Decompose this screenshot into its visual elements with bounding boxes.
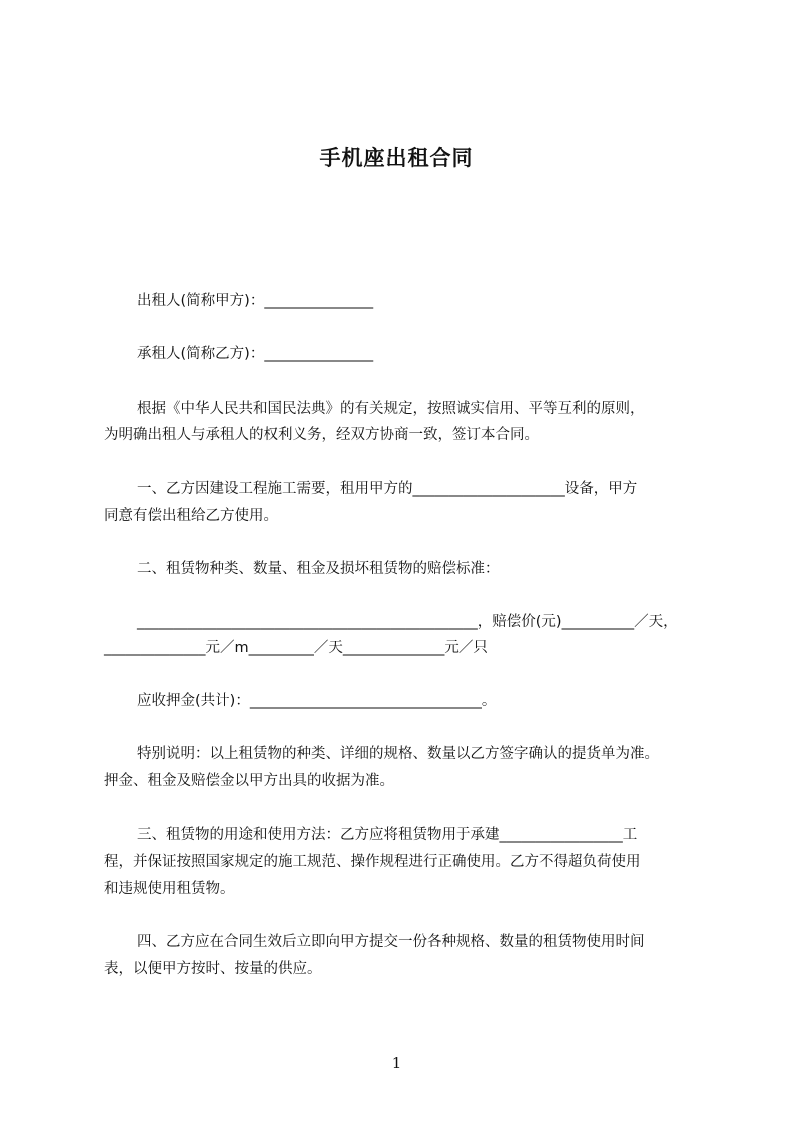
lessee-line: 承租人(简称乙方)：_______________ (137, 346, 374, 362)
clause-1-line-2: 同意有偿出租给乙方使用。 (104, 508, 278, 524)
lessor-line: 出租人(简称甲方)：_______________ (137, 293, 374, 309)
contract-title: 手机座出租合同 (319, 146, 474, 170)
clause-3-line-2: 程，并保证按照国家规定的施工规范、操作规程进行正确使用。乙方不得超负荷使用 (104, 854, 641, 870)
preamble-line-2: 为明确出租人与承租人的权利义务，经双方协商一致，签订本合同。 (104, 427, 539, 443)
clause-3-line-3: 和违规使用租赁物。 (104, 881, 235, 897)
clause-1-line-1: 一、乙方因建设工程施工需要，租用甲方的_____________________设备，甲方 (137, 481, 638, 497)
deposit-line: 应收押金(共计)：________________________________。 (137, 693, 497, 709)
clause-4-line-2: 表，以便甲方按时、按量的供应。 (104, 961, 322, 977)
clause-2-rate-line-1: _______________________________________________，赔偿价(元)__________／天， (137, 614, 678, 630)
clause-3-line-1: 三、租赁物的用途和使用方法：乙方应将租赁物用于承建_________________工 (137, 827, 638, 843)
clause-4-line-1: 四、乙方应在合同生效后立即向甲方提交一份各种规格、数量的租赁物使用时间 (137, 934, 645, 950)
page-number: 1 (391, 1054, 402, 1072)
clause-2-rate-line-2: ______________元／m_________／天______________元／只 (104, 640, 488, 656)
clause-2-heading: 二、租赁物种类、数量、租金及损坏租赁物的赔偿标准： (137, 561, 500, 577)
special-note-line-2: 押金、租金及赔偿金以甲方出具的收据为准。 (104, 773, 394, 789)
preamble-line-1: 根据《中华人民共和国民法典》的有关规定，按照诚实信用、平等互利的原则， (137, 401, 645, 417)
special-note-line-1: 特别说明：以上租赁物的种类、详细的规格、数量以乙方签字确认的提货单为准。 (137, 746, 659, 762)
